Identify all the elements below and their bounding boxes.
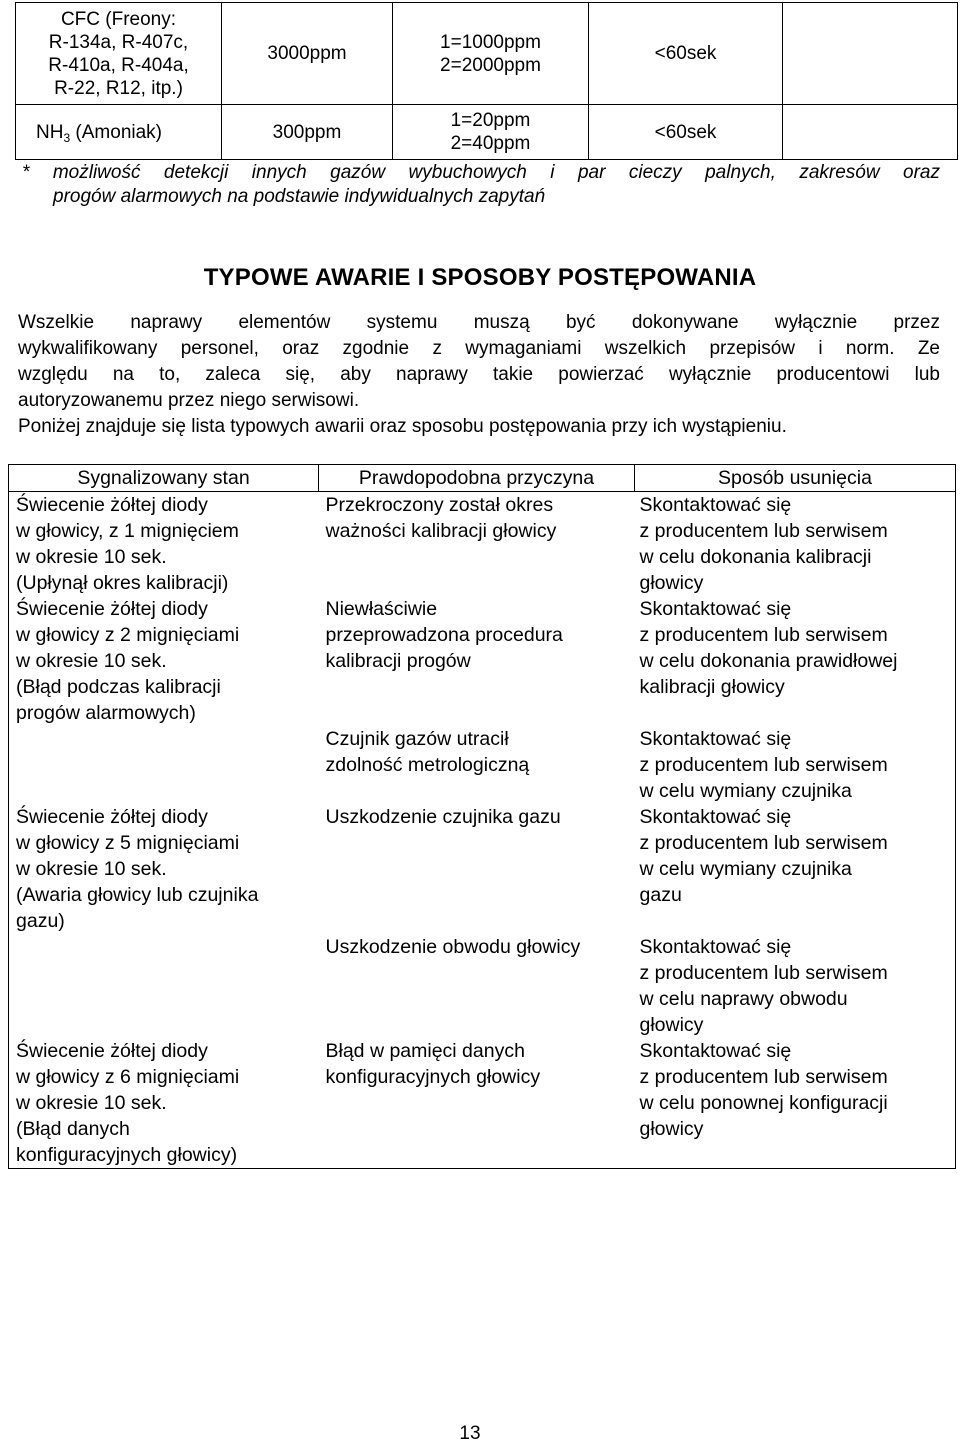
remedy-line: głowicy	[639, 572, 704, 594]
signal-line: w okresie 10 sek.	[16, 858, 167, 880]
remedy-cell	[635, 804, 956, 934]
remedy-line: głowicy	[639, 1014, 704, 1036]
cause-line: ważności kalibracji głowicy	[325, 520, 557, 542]
footnote-line: * możliwość detekcji innych gazów wybuchowych i par cieczy palnych, zakresów oraz	[22, 162, 940, 183]
signal-cell	[9, 804, 319, 934]
remedy-cell	[635, 596, 956, 726]
gas-spec-table	[15, 2, 958, 160]
gas-formula: NH	[36, 121, 64, 143]
footnote-line: progów alarmowych na podstawie indywidualnych zapytań	[53, 186, 546, 207]
cause-cell	[319, 726, 635, 804]
intro-line: autoryzowanemu przez niego serwisowi.	[18, 390, 360, 411]
remedy-line: z producentem lub serwisem	[639, 520, 888, 542]
gas-name-line: R-134a, R-407c,	[48, 31, 189, 53]
cause-cell	[319, 934, 635, 1038]
threshold-line: 1=20ppm	[450, 110, 531, 131]
signal-line: w okresie 10 sek.	[16, 650, 167, 672]
section-heading: TYPOWE AWARIE I SPOSOBY POSTĘPOWANIA	[203, 264, 757, 291]
gas-name-cell	[16, 105, 222, 160]
remedy-line: w celu wymiany czujnika	[639, 780, 852, 802]
remedy-cell	[635, 934, 956, 1038]
cause-line: Uszkodzenie czujnika gazu	[325, 806, 561, 828]
cause-cell	[319, 492, 635, 597]
cause-cell	[319, 804, 635, 934]
remedy-line: z producentem lub serwisem	[639, 1066, 888, 1088]
signal-line: Świecenie żółtej diody	[16, 598, 208, 620]
footnote	[22, 161, 940, 209]
cause-cell	[319, 1038, 635, 1169]
gas-range-cell: 3000ppm	[222, 3, 393, 105]
gas-name-cell	[16, 3, 222, 105]
signal-line: konfiguracyjnych głowicy)	[16, 1144, 238, 1166]
fault-table-header	[9, 465, 956, 492]
signal-cell	[9, 934, 319, 1038]
gas-range-cell: 300ppm	[222, 105, 393, 160]
signal-cell	[9, 596, 319, 726]
remedy-cell	[635, 492, 956, 597]
cause-cell	[319, 596, 635, 726]
gas-time-cell: <60sek	[589, 3, 783, 105]
cause-line: przeprowadzona procedura	[325, 624, 563, 646]
signal-line: w głowicy z 2 mignięciami	[16, 624, 240, 646]
gas-name-line: R-22, R12, itp.)	[54, 77, 183, 99]
cause-line: Czujnik gazów utracił	[325, 728, 509, 750]
remedy-line: Skontaktować się	[639, 598, 792, 620]
intro-line: Wszelkie naprawy elementów systemu muszą być dokonywane wyłącznie przez	[18, 312, 940, 333]
gas-row-nh3	[16, 105, 958, 160]
remedy-line: gazu	[639, 884, 682, 906]
cause-line: Uszkodzenie obwodu głowicy	[325, 936, 581, 958]
intro-paragraph	[18, 310, 940, 440]
remedy-line: z producentem lub serwisem	[639, 832, 888, 854]
signal-line: w głowicy, z 1 mignięciem	[16, 520, 239, 542]
signal-line: Świecenie żółtej diody	[16, 494, 208, 516]
cause-line: zdolność metrologiczną	[325, 754, 530, 776]
signal-line: (Awaria głowicy lub czujnika	[16, 884, 259, 906]
gas-thresholds-cell	[393, 105, 589, 160]
remedy-line: Skontaktować się	[639, 728, 792, 750]
gas-name-line: R-410a, R-404a,	[48, 54, 189, 76]
gas-time-cell: <60sek	[589, 105, 783, 160]
signal-cell	[9, 726, 319, 804]
intro-line: Poniżej znajduje się lista typowych awarii oraz sposobu postępowania przy ich wystąpieniu.	[18, 416, 787, 437]
signal-line: gazu)	[16, 910, 65, 932]
remedy-line: w celu naprawy obwodu	[639, 988, 848, 1010]
signal-line: w głowicy z 5 mignięciami	[16, 832, 240, 854]
signal-line: Świecenie żółtej diody	[16, 1040, 208, 1062]
header-cause: Prawdopodobna przyczyna	[319, 465, 635, 492]
cause-line: Przekroczony został okres	[325, 494, 554, 516]
threshold-line: 1=1000ppm	[440, 31, 541, 53]
gas-name-line: CFC (Freony:	[60, 8, 177, 30]
signal-line: w okresie 10 sek.	[16, 1092, 167, 1114]
page-number: 13	[459, 1423, 481, 1444]
gas-empty-cell	[783, 3, 958, 105]
remedy-line: Skontaktować się	[639, 806, 792, 828]
remedy-line: z producentem lub serwisem	[639, 962, 888, 984]
signal-line: (Błąd danych	[16, 1118, 130, 1140]
remedy-line: kalibracji głowicy	[639, 676, 785, 698]
gas-thresholds-cell	[393, 3, 589, 105]
table-row	[9, 726, 956, 804]
signal-line: (Upłynął okres kalibracji)	[16, 572, 229, 594]
header-remedy: Sposób usunięcia	[635, 465, 956, 492]
remedy-cell	[635, 1038, 956, 1169]
fault-table-body	[9, 492, 956, 1169]
signal-cell	[9, 492, 319, 597]
signal-line: Świecenie żółtej diody	[16, 806, 208, 828]
remedy-line: z producentem lub serwisem	[639, 624, 888, 646]
header-signal: Sygnalizowany stan	[9, 465, 319, 492]
gas-row-cfc	[16, 3, 958, 105]
fault-table	[8, 464, 956, 1169]
intro-line: względu na to, zaleca się, aby naprawy takie powierzać wyłącznie producentowi lub	[18, 364, 940, 385]
threshold-line: 2=2000ppm	[440, 54, 541, 76]
remedy-line: Skontaktować się	[639, 936, 792, 958]
gas-common-name: (Amoniak)	[70, 121, 162, 143]
remedy-line: z producentem lub serwisem	[639, 754, 888, 776]
threshold-line: 2=40ppm	[450, 133, 531, 154]
remedy-line: w celu dokonania prawidłowej	[639, 650, 898, 672]
signal-line: w okresie 10 sek.	[16, 546, 167, 568]
table-row	[9, 804, 956, 934]
cause-line: Błąd w pamięci danych	[325, 1040, 525, 1062]
remedy-line: w celu wymiany czujnika	[639, 858, 852, 880]
gas-formula-subscript: 3	[63, 130, 71, 145]
remedy-cell	[635, 726, 956, 804]
table-row	[9, 934, 956, 1038]
remedy-line: Skontaktować się	[639, 494, 792, 516]
signal-cell	[9, 1038, 319, 1169]
signal-line: (Błąd podczas kalibracji	[16, 676, 221, 698]
remedy-line: w celu ponownej konfiguracji	[639, 1092, 888, 1114]
cause-line: kalibracji progów	[325, 650, 471, 672]
signal-line: w głowicy z 6 mignięciami	[16, 1066, 240, 1088]
cause-line: Niewłaściwie	[325, 598, 438, 620]
table-row	[9, 1038, 956, 1169]
remedy-line: w celu dokonania kalibracji	[639, 546, 872, 568]
table-row	[9, 596, 956, 726]
cause-line: konfiguracyjnych głowicy	[325, 1066, 541, 1088]
remedy-line: głowicy	[639, 1118, 704, 1140]
intro-line: wykwalifikowany personel, oraz zgodnie z wymaganiami wszelkich przepisów i norm. Ze	[18, 338, 940, 359]
signal-line: progów alarmowych)	[16, 702, 196, 724]
table-row	[9, 492, 956, 597]
gas-empty-cell	[783, 105, 958, 160]
remedy-line: Skontaktować się	[639, 1040, 792, 1062]
